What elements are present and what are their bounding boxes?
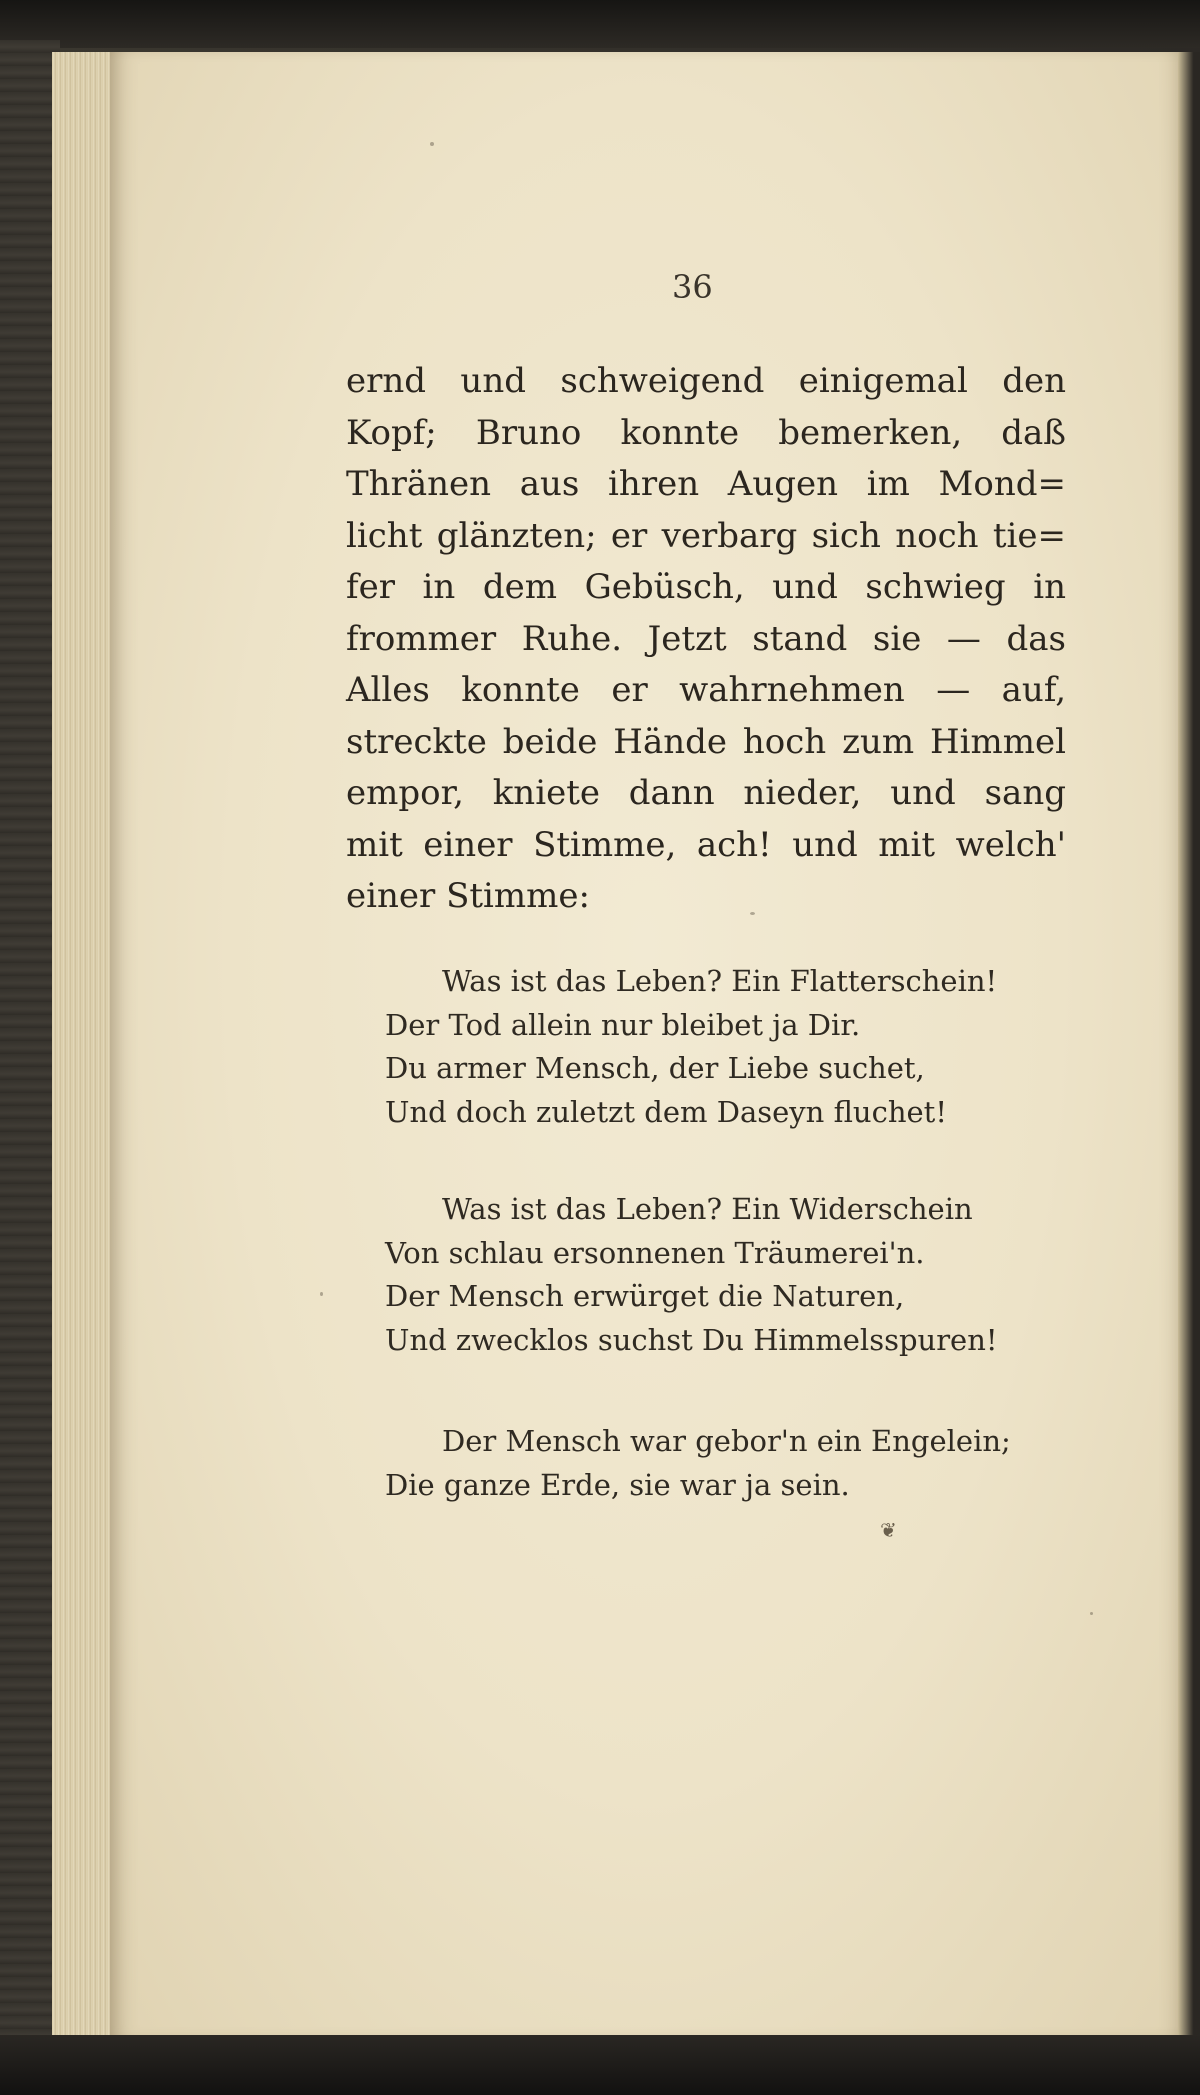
verse-line: Der Mensch war gebor'n ein Engelein; (442, 1424, 1011, 1458)
scanner-bottom-edge (0, 2035, 1200, 2095)
prose-block (346, 356, 1066, 923)
verse-line: Und zwecklos suchst Du Himmelsspuren! (385, 1322, 998, 1357)
poem-stanza-1 (385, 960, 1085, 1134)
page-stack-edge (52, 52, 114, 2037)
prose-line: Kopf; Bruno konnte bemerken, daß (346, 412, 1066, 453)
prose-line: Thränen aus ihren Augen im Mond= (346, 464, 1066, 504)
prose-line: streckte beide Hände hoch zum Himmel (346, 721, 1066, 762)
poem-stanza-2 (385, 1188, 1085, 1362)
book-cover-edge (0, 40, 60, 2040)
prose-line: licht glänzten; er verbarg sich noch tie= (346, 515, 1066, 556)
verse-line: Was ist das Leben? Ein Widerschein (442, 1192, 973, 1226)
paper-speck (320, 1292, 323, 1296)
prose-line: einer Stimme: (346, 876, 590, 916)
prose-line: Alles konnte er wahrnehmen — auf, (346, 670, 1066, 710)
verse-line: Von schlau ersonnenen Träumerei'n. (385, 1235, 925, 1270)
prose-line: mit einer Stimme, ach! und mit welch' (346, 824, 1066, 865)
page-right-edge (1178, 52, 1200, 2037)
verse-line: Der Mensch erwürget die Naturen, (385, 1279, 905, 1313)
paper-speck (1090, 1612, 1093, 1615)
verse-line: Und doch zuletzt dem Daseyn fluchet! (385, 1094, 947, 1129)
prose-line: empor, kniete dann nieder, und sang (346, 773, 1066, 813)
ornament-icon: ❦ (880, 1518, 897, 1542)
prose-line: frommer Ruhe. Jetzt stand sie — das (346, 618, 1066, 659)
prose-line: fer in dem Gebüsch, und schwieg in (346, 567, 1066, 607)
verse-line: Die ganze Erde, sie war ja sein. (385, 1467, 850, 1502)
prose-line: ernd und schweigend einigemal den (346, 361, 1066, 401)
page-number: 36 (672, 268, 713, 306)
verse-line: Der Tod allein nur bleibet ja Dir. (385, 1007, 861, 1042)
poem-stanza-3 (385, 1420, 1085, 1507)
verse-line: Du armer Mensch, der Liebe suchet, (385, 1051, 925, 1085)
paper-speck (430, 142, 434, 146)
scanner-top-edge (0, 0, 1200, 48)
verse-line: Was ist das Leben? Ein Flatterschein! (442, 964, 998, 998)
